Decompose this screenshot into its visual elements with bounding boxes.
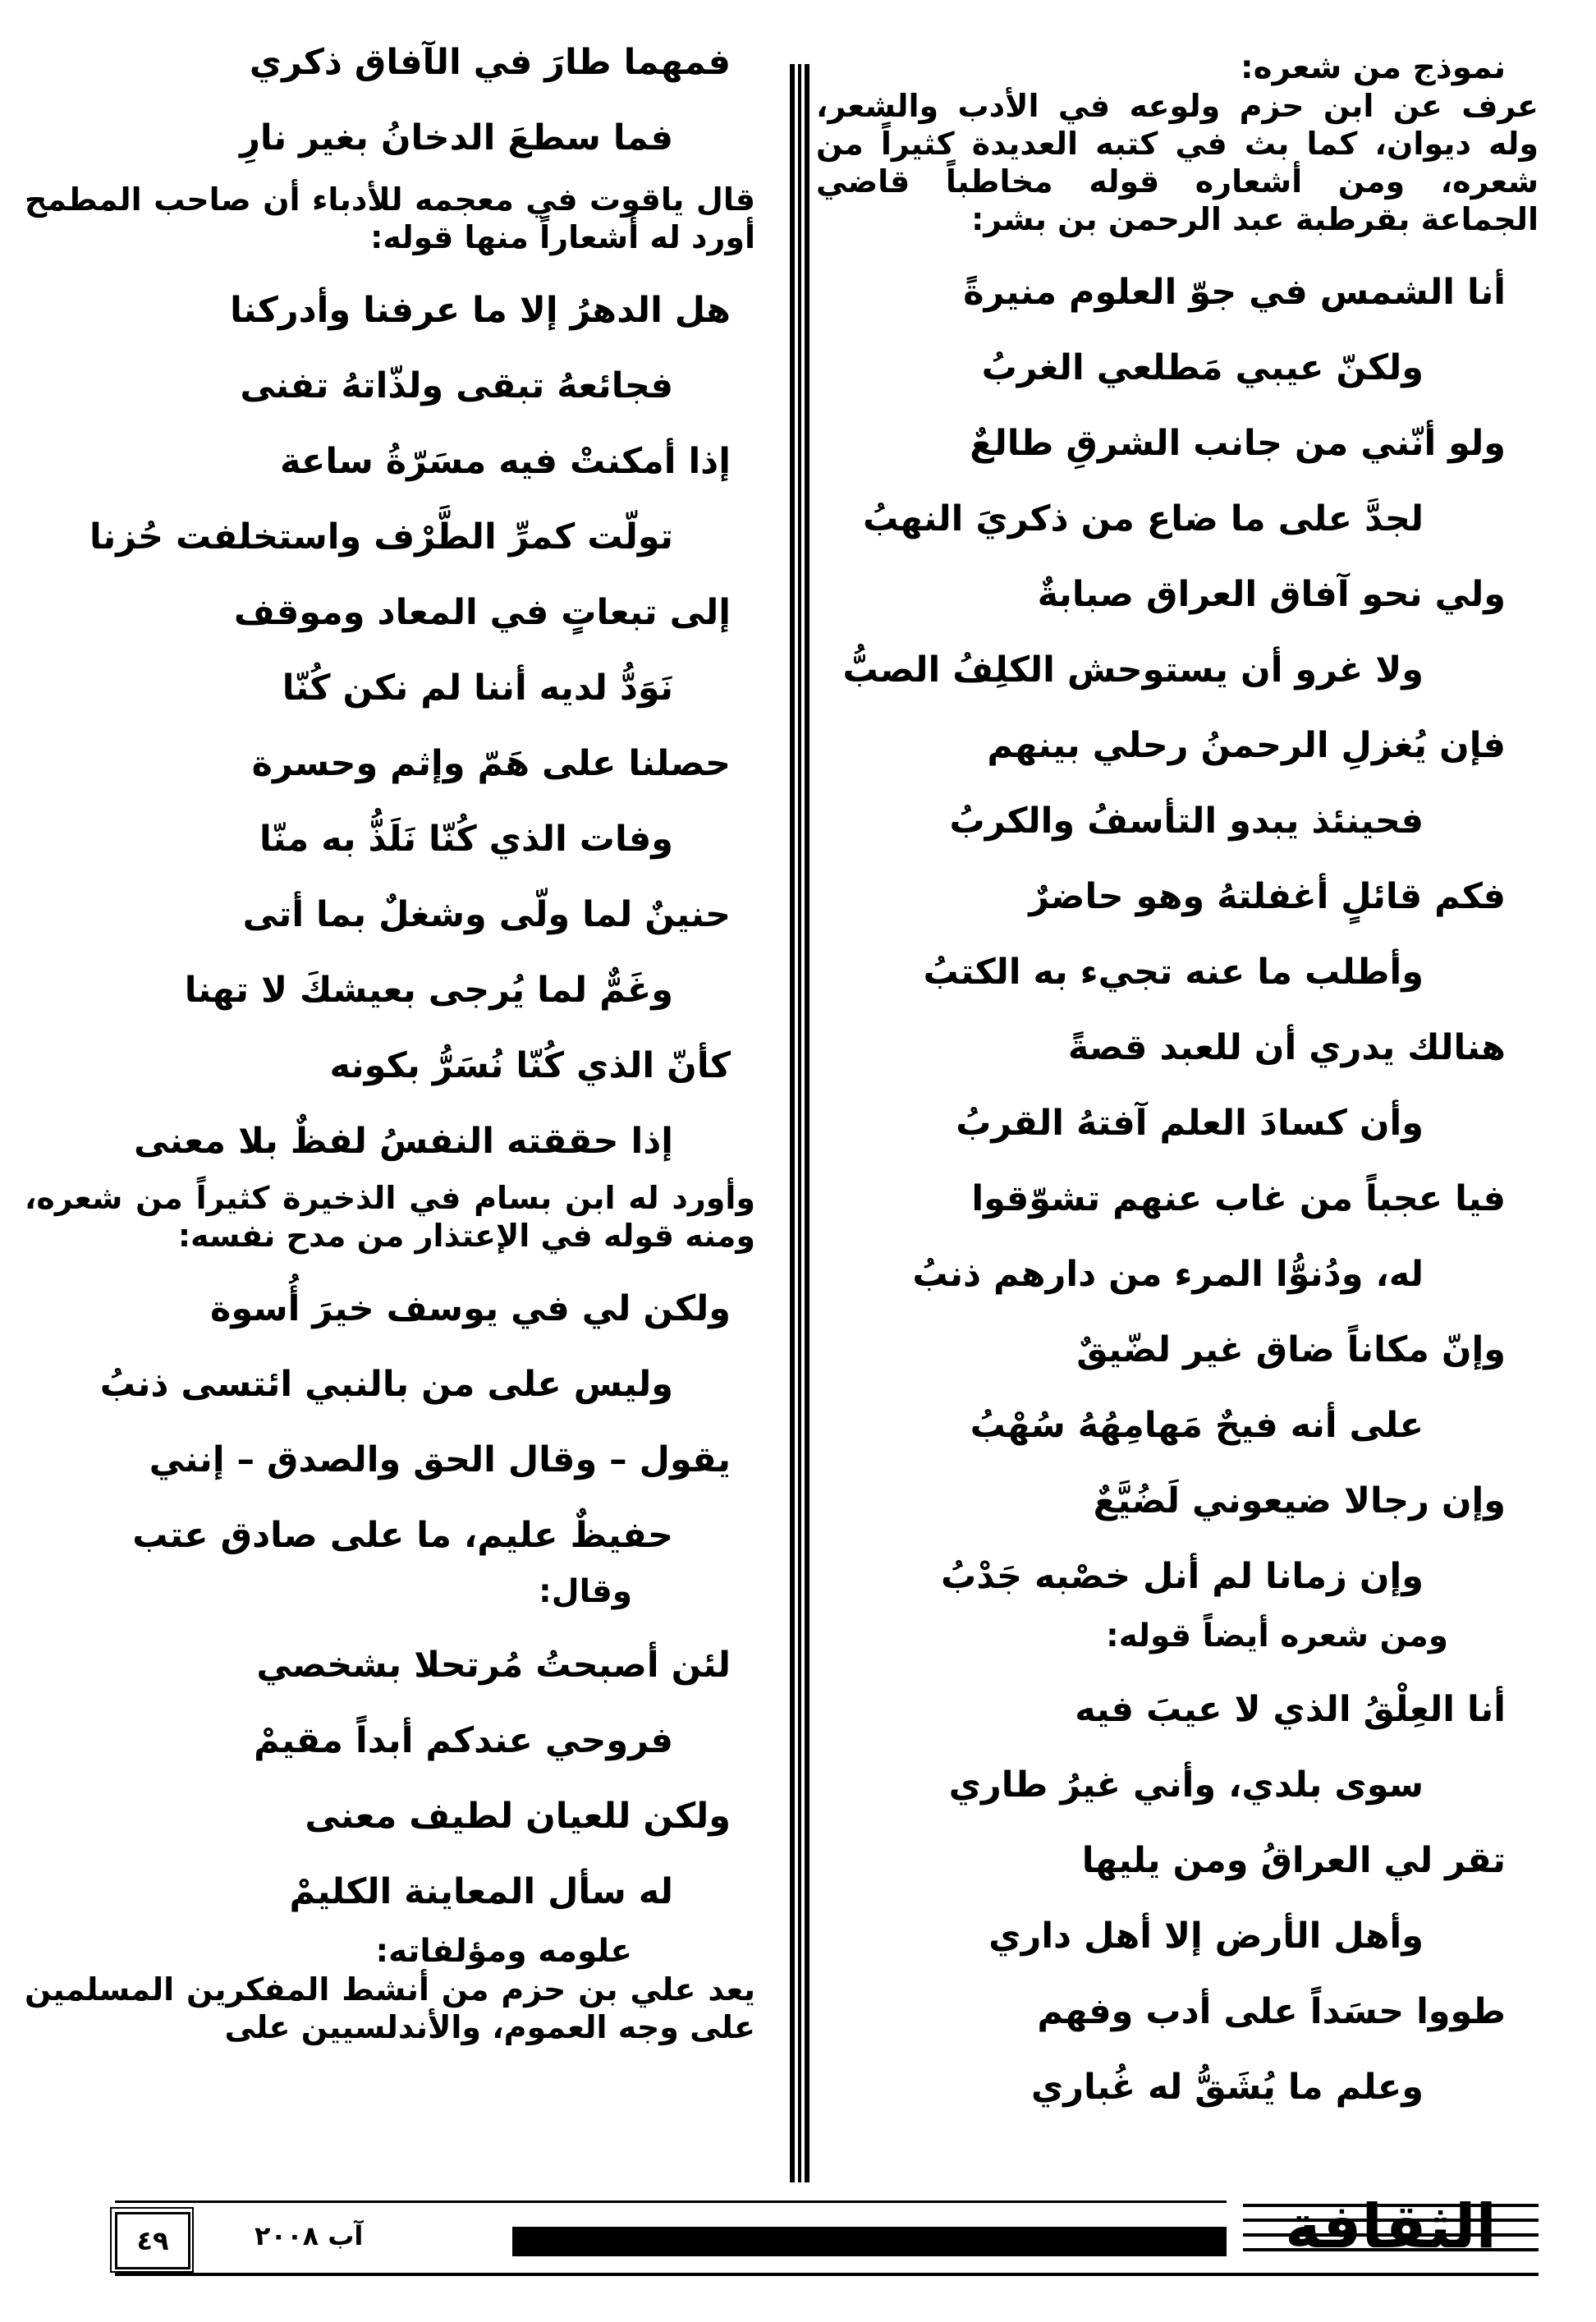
verse-line: أنا العِلْقُ الذي لا عيبَ فيه [1075, 1689, 1506, 1730]
verse-line: وأن كسادَ العلم آفتهُ القربُ [956, 1103, 1424, 1144]
section-heading: علومه ومؤلفاته: [375, 1933, 632, 1970]
page-number: ٤٩ [115, 2212, 190, 2269]
verse-line: نَوَدُّ لديه أننا لم نكن كُنّا [282, 668, 673, 709]
poem-block [816, 255, 1539, 1614]
bassam-paragraph: وأورد له ابن بسام في الذخيرة كثيراً من شعره، ومنه قوله في الإعتذار من مدح نفسه: [25, 1180, 755, 1254]
verse-line: ولا غرو أن يستوحش الكلِفُ الصبُّ [842, 649, 1424, 691]
verse-line: ولو أنّني من جانب الشرقِ طالعٌ [970, 423, 1506, 464]
verse-line: فمهما طارَ في الآفاق ذكري [249, 42, 731, 83]
verse-line: ولي نحو آفاق العراق صبابةٌ [1037, 574, 1506, 615]
verse-line: سوى بلدي، وأني غيرُ طاري [948, 1764, 1424, 1806]
verse-line: وعلم ما يُشَقُّ له غُباري [1030, 2067, 1424, 2108]
column-divider [790, 64, 811, 2182]
verse-line: وأهل الأرض إلا أهل داري [988, 1916, 1424, 1957]
verse-line: فيا عجباً من غاب عنهم تشوّقوا [971, 1178, 1506, 1219]
verse-line: هنالك يدري أن للعبد قصةً [1067, 1027, 1506, 1068]
poem-block [25, 1271, 755, 1573]
verse-line: إذا حققته النفسُ لفظٌ بلا معنى [134, 1121, 673, 1162]
verse-line: يقول – وقال الحق والصدق – إنني [149, 1439, 731, 1480]
verse-line: إلى تبعاتٍ في المعاد وموقف [233, 592, 731, 633]
page-footer [115, 2191, 1539, 2284]
verse-line: تقر لي العراقُ ومن يليها [1081, 1840, 1506, 1881]
verse-line: تولّت كمرِّ الطَّرْف واستخلفت حُزنا [89, 516, 673, 558]
verse-line: حنينٌ لما ولّى وشغلٌ بما أتى [242, 894, 731, 935]
verse-line: وأطلب ما عنه تجيء به الكتبُ [923, 952, 1424, 993]
verse-line: ولكنّ عيبي مَطلعي الغربُ [981, 347, 1424, 388]
verse-line: وليس على من بالنبي ائتسى ذنبُ [99, 1364, 673, 1405]
issue-date: آب ٢٠٠٨ [255, 2220, 364, 2251]
poem-intro: ومن شعره أيضاً قوله: [1106, 1618, 1448, 1654]
verse-line: فما سطعَ الدخانُ بغير نارِ [240, 117, 673, 158]
verse-line: إذا أمكنتْ فيه مسَرّةُ ساعة [279, 441, 731, 482]
verse-line: كأنّ الذي كُنّا نُسَرُّ بكونه [329, 1045, 731, 1086]
verse-line: لئن أصبحتُ مُرتحلا بشخصي [256, 1645, 731, 1686]
verse-line: لجدَّ على ما ضاع من ذكريَ النهبُ [863, 498, 1424, 539]
verse-line: له، ودُنوُّا المرء من دارهم ذنبُ [912, 1254, 1424, 1295]
verse-line: ولكن للعيان لطيف معنى [305, 1796, 731, 1837]
verse-line: وإن رجالا ضيعوني لَضُيَّعٌ [1093, 1480, 1506, 1521]
verse-line: فجائعهُ تبقى ولذّاتهُ تفنى [240, 365, 673, 406]
poem-block [25, 25, 755, 176]
intro-paragraph: عرف عن ابن حزم ولوعه في الأدب والشعر، وله ديوان، كما بث في كتبه العديدة كثيراً من شعره، ومن أشعاره قوله مخاطباً قاضي الجماعة بقرطبة عبد الرحمن بن بشر: [816, 88, 1539, 237]
verse-line: فحينئذ يبدو التأسفُ والكربُ [949, 801, 1424, 842]
verse-line: وإنّ مكاناً ضاق غير لضّيقٌ [1076, 1329, 1506, 1370]
right-column [816, 49, 1539, 2125]
verse-line: وغَمٌّ لما يُرجى بعيشكَ لا تهنا [184, 970, 673, 1011]
left-column [25, 25, 755, 2046]
verse-line: حصلنا على هَمّ وإثم وحسرة [251, 743, 731, 784]
verse-line: وفات الذي كُنّا نَلَذُّ به منّا [259, 819, 673, 860]
verse-line: فإن يُغزلِ الرحمنُ رحلي بينهم [987, 725, 1506, 766]
verse-line: على أنه فيحٌ مَهامِهُهُ سُهْبُ [970, 1405, 1424, 1446]
poem-block [25, 273, 755, 1179]
poem-block [816, 1672, 1539, 2125]
section-heading: نموذج من شعره: [1240, 49, 1506, 86]
verse-line: له سأل المعاينة الكليمْ [289, 1871, 673, 1912]
footer-rule [115, 2273, 1539, 2276]
verse-line: هل الدهرُ إلا ما عرفنا وأدركنا [230, 290, 731, 331]
footer-bar [512, 2227, 1227, 2256]
works-paragraph: يعد علي بن حزم من أنشط المفكرين المسلمين على وجه العموم، والأندلسيين على [25, 1971, 755, 2045]
verse-line: فروحي عندكم أبداً مقيمْ [254, 1720, 673, 1761]
footer-rule [115, 2200, 1227, 2203]
verse-line: حفيظٌ عليم، ما على صادق عتب [132, 1515, 673, 1556]
verse-line: طووا حسَداً على أدب وفهم [1037, 1991, 1506, 2032]
qala-label: وقال: [539, 1573, 632, 1610]
yaqut-paragraph: قال ياقوت في معجمه للأدباء أن صاحب المطمح أورد له أشعاراً منها قوله: [25, 181, 755, 255]
verse-line: وإن زمانا لم أنل خصْبه جَدْبُ [941, 1556, 1424, 1597]
verse-line: أنا الشمس في جوّ العلوم منيرةً [963, 272, 1506, 313]
verse-line: ولكن لي في يوسف خيرَ أُسوة [210, 1288, 731, 1329]
verse-line: فكم قائلٍ أغفلتهُ وهو حاضرٌ [1029, 876, 1506, 917]
magazine-logo: الثقافة [1285, 2191, 1497, 2262]
poem-block [25, 1627, 755, 1930]
